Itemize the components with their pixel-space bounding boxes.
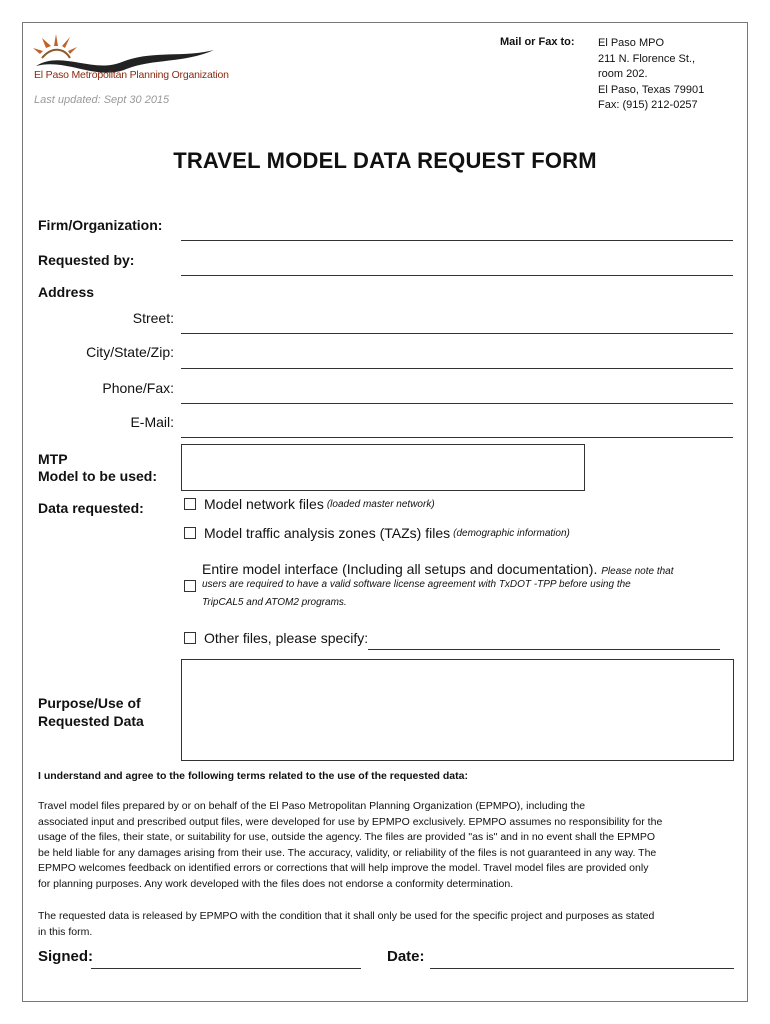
city-field[interactable] [181, 368, 733, 369]
street-field[interactable] [181, 333, 733, 334]
taz-note: (demographic information) [453, 527, 570, 539]
mtp-label [38, 451, 157, 485]
city-label: City/State/Zip: [86, 344, 174, 360]
phone-label: Phone/Fax: [102, 380, 174, 396]
purpose-label-line2: Requested Data [38, 713, 144, 729]
mtp-label-line1: MTP [38, 451, 68, 467]
phone-field[interactable] [181, 403, 733, 404]
terms-line: The requested data is released by EPMPO with the condition that it shall only be used for the specific project and purposes as stated [38, 910, 655, 922]
network-note: (loaded master network) [326, 498, 435, 510]
interface-line1 [202, 561, 674, 577]
date-label: Date: [387, 948, 425, 965]
mtp-label-line2: Model to be used: [38, 468, 157, 484]
address-label: Address [38, 284, 95, 300]
mail-line: El Paso, Texas 79901 [598, 83, 705, 96]
org-name: El Paso Metropolitan Planning Organization [34, 69, 229, 81]
mtp-model-box[interactable] [181, 444, 585, 491]
other-label: Other files, please specify: [204, 630, 369, 646]
mail-label: Mail or Fax to: [500, 36, 575, 48]
interface-checkbox[interactable] [184, 580, 196, 592]
terms-line: associated input and prescribed output files, were developed for use by EPMPO exclusively. EPMPO assumes no responsibility for the [38, 815, 663, 828]
mail-line: El Paso MPO [598, 37, 665, 49]
requested-by-field[interactable] [181, 275, 733, 276]
mail-line: room 202. [598, 68, 648, 80]
email-field[interactable] [181, 437, 733, 438]
terms-line: EPMPO welcomes feedback on identified errors or corrections that will help improve the model. Travel model files are provided only [38, 862, 649, 874]
data-requested-label: Data requested: [38, 500, 144, 516]
taz-label: Model traffic analysis zones (TAZs) files [204, 525, 451, 541]
network-checkbox[interactable] [184, 498, 196, 510]
signed-label: Signed: [38, 948, 93, 965]
terms-paragraph-2 [38, 909, 654, 940]
terms-line: in this form. [38, 925, 93, 938]
signature-field[interactable] [91, 968, 361, 969]
terms-heading: I understand and agree to the following terms related to the use of the requested data: [38, 770, 468, 782]
email-label: E-Mail: [130, 414, 174, 430]
requested-by-label: Requested by: [38, 252, 135, 268]
date-field[interactable] [430, 968, 734, 969]
mail-address [598, 36, 704, 114]
mail-line: Fax: (915) 212-0257 [598, 99, 698, 111]
interface-note2: users are required to have a valid software license agreement with TxDOT -TPP before using the [202, 579, 631, 590]
interface-note1: Please note that [601, 566, 674, 577]
option-other [184, 630, 368, 646]
option-network [184, 496, 435, 512]
other-checkbox[interactable] [184, 632, 196, 644]
taz-checkbox[interactable] [184, 527, 196, 539]
terms-paragraph-1 [38, 799, 662, 892]
other-field[interactable] [368, 649, 720, 650]
last-updated: Last updated: Sept 30 2015 [34, 94, 170, 106]
network-label: Model network files [204, 496, 324, 512]
terms-line: Travel model files prepared by or on behalf of the El Paso Metropolitan Planning Organization (EPMPO), including the [38, 800, 586, 812]
terms-line: for planning purposes. Any work developed with the files does not endorse a conformity determination. [38, 877, 514, 890]
option-taz [184, 525, 570, 541]
mail-line: 211 N. Florence St., [598, 52, 696, 65]
firm-label: Firm/Organization: [38, 217, 163, 233]
street-label: Street: [132, 310, 174, 326]
purpose-label [38, 694, 144, 730]
terms-line: usage of the files, their state, or suitability for use, outside the agency. The files are provided "as is" and in no event shall the EPMPO [38, 831, 655, 843]
interface-label: Entire model interface (Including all setups and documentation). [202, 561, 598, 577]
firm-field[interactable] [181, 240, 733, 241]
interface-note3: TripCAL5 and ATOM2 programs. [202, 597, 347, 608]
form-title: TRAVEL MODEL DATA REQUEST FORM [173, 148, 597, 173]
purpose-label-line1: Purpose/Use of [38, 695, 141, 711]
epmpo-logo-icon [32, 28, 222, 74]
purpose-box[interactable] [181, 659, 734, 761]
terms-line: be held liable for any damages arising from their use. The accuracy, validity, or reliability of the files is not guaranteed in any way. The [38, 846, 657, 859]
